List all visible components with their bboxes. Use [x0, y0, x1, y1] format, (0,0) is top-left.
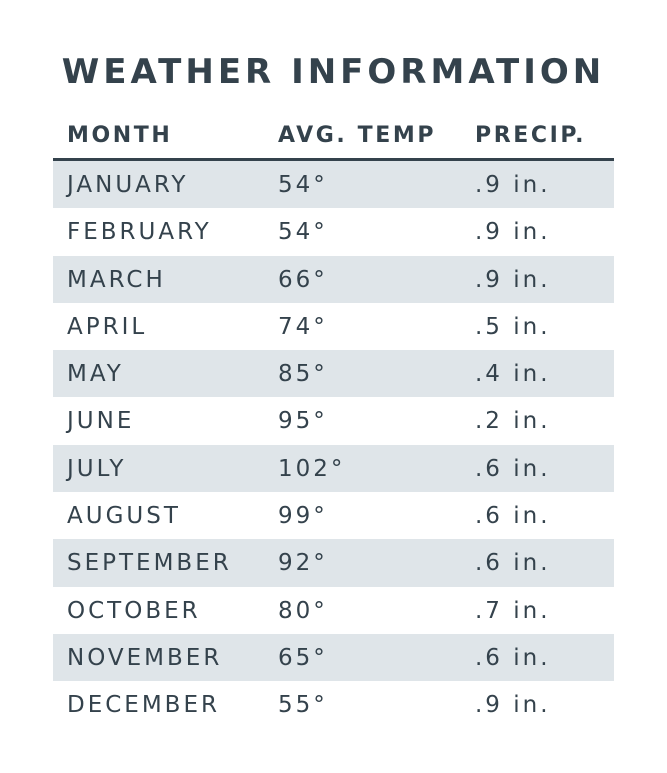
- precip-cell: .7 in.: [475, 597, 551, 624]
- month-cell: MAY: [67, 361, 124, 388]
- table-row: [53, 208, 614, 255]
- table-row: [53, 445, 614, 492]
- precip-cell: .9 in.: [475, 692, 551, 719]
- precip-cell: .9 in.: [475, 219, 551, 246]
- temp-cell: 85°: [278, 361, 328, 388]
- precip-cell: .2 in.: [475, 408, 551, 435]
- temp-cell: 54°: [278, 172, 328, 198]
- header-month: MONTH: [67, 123, 173, 148]
- table-row: [53, 397, 614, 444]
- weather-table: [53, 112, 614, 729]
- temp-cell: 66°: [278, 266, 328, 293]
- month-cell: AUGUST: [67, 503, 181, 530]
- temp-cell: 80°: [278, 597, 328, 624]
- precip-cell: .5 in.: [475, 313, 551, 340]
- month-cell: OCTOBER: [67, 597, 201, 624]
- month-cell: NOVEMBER: [67, 644, 223, 671]
- month-cell: JANUARY: [67, 172, 189, 198]
- table-row: [53, 350, 614, 397]
- temp-cell: 54°: [278, 219, 328, 246]
- table-row: [53, 161, 614, 208]
- month-cell: JULY: [67, 455, 127, 482]
- header-avg-temp: AVG. TEMP: [278, 123, 437, 148]
- table-row: [53, 587, 614, 634]
- precip-cell: .6 in.: [475, 644, 551, 671]
- header-precip: PRECIP.: [475, 123, 587, 148]
- table-row: [53, 492, 614, 539]
- precip-cell: .4 in.: [475, 361, 551, 388]
- temp-cell: 65°: [278, 644, 328, 671]
- table-header: [53, 112, 614, 161]
- month-cell: SEPTEMBER: [67, 550, 232, 577]
- temp-cell: 74°: [278, 313, 328, 340]
- temp-cell: 55°: [278, 692, 328, 719]
- precip-cell: .6 in.: [475, 550, 551, 577]
- table-row: [53, 539, 614, 586]
- temp-cell: 95°: [278, 408, 328, 435]
- month-cell: APRIL: [67, 313, 148, 340]
- month-cell: DECEMBER: [67, 692, 220, 719]
- table-row: [53, 681, 614, 728]
- month-cell: FEBRUARY: [67, 219, 212, 246]
- precip-cell: .9 in.: [475, 172, 551, 198]
- table-row: [53, 634, 614, 681]
- table-row: [53, 303, 614, 350]
- precip-cell: .6 in.: [475, 503, 551, 530]
- precip-cell: .9 in.: [475, 266, 551, 293]
- temp-cell: 102°: [278, 455, 346, 482]
- page-title: WEATHER INFORMATION: [61, 52, 606, 92]
- month-cell: MARCH: [67, 266, 166, 293]
- month-cell: JUNE: [67, 408, 135, 435]
- temp-cell: 99°: [278, 503, 328, 530]
- precip-cell: .6 in.: [475, 455, 551, 482]
- temp-cell: 92°: [278, 550, 328, 577]
- table-row: [53, 256, 614, 303]
